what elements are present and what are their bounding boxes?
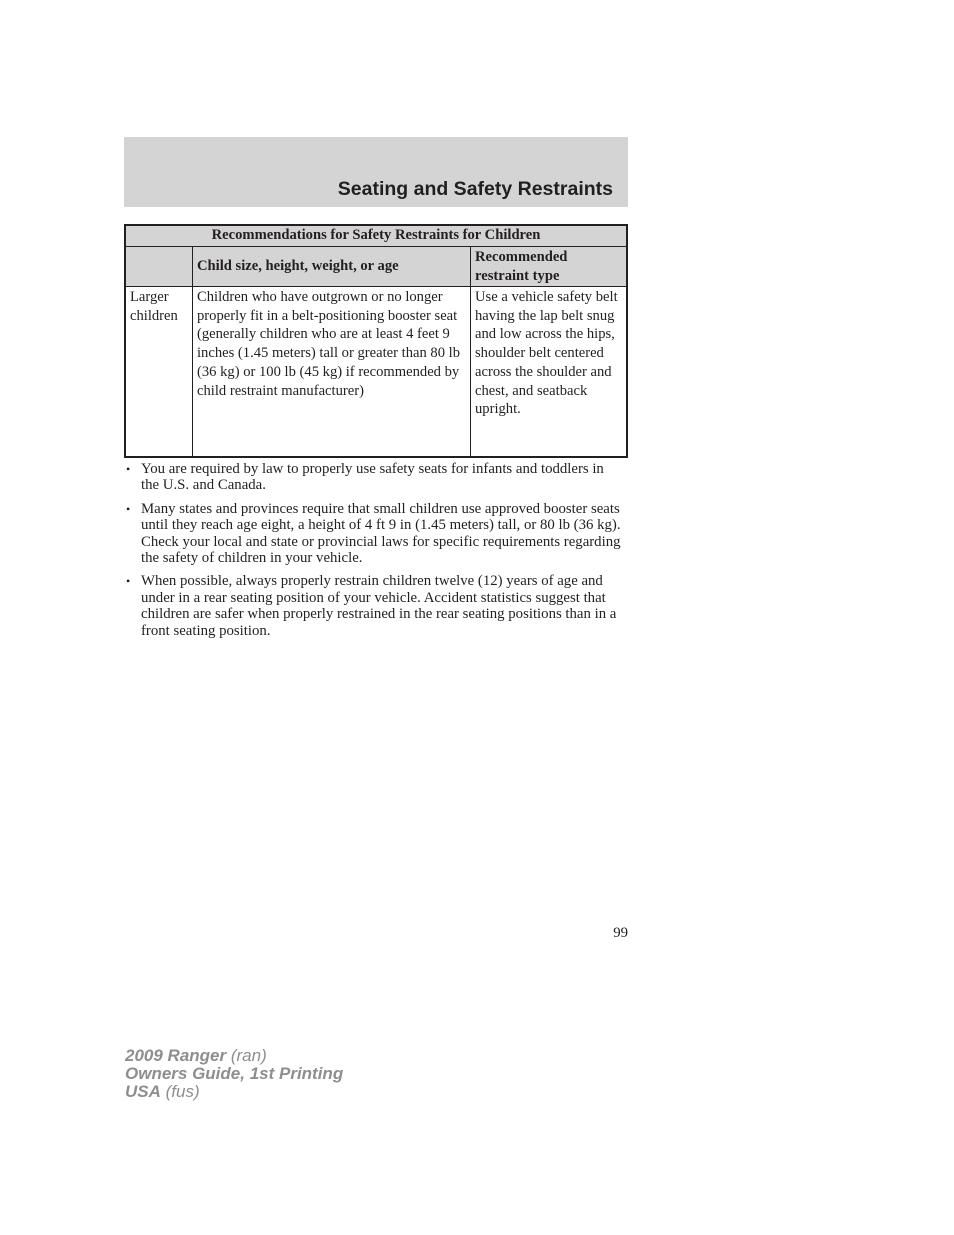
column-header-size: Child size, height, weight, or age [193,247,471,287]
bullet-list [124,461,624,646]
footer-line-model [125,1047,343,1065]
footer-edition: Owners Guide, 1st Printing [125,1064,344,1083]
footer-line-market [125,1083,343,1101]
child-restraint-table [124,224,628,458]
section-header-band [124,137,628,207]
bullet-text: Many states and provinces require that small children use approved booster seats until they reach age eight, a height of 4 ft 9 in (1.45 meters) tall, or 80 lb (36 kg). Check your local and state or provincial laws for specific requirements regarding the safety of children in your vehicle. [141,500,621,567]
footer-model: 2009 Ranger [125,1046,227,1065]
list-item [124,501,624,567]
bullet-icon: • [126,462,131,476]
list-item [124,461,624,494]
list-item [124,573,624,639]
document-footer [125,1047,343,1101]
bullet-icon: • [126,574,131,589]
row-size-cell: Children who have outgrown or no longer properly fit in a belt-positioning booster seat (generally children who are at least 4 feet 9 inches (1.45 meters) tall or greater than 80 lb (36 kg) or 100 lb (45 kg) if recommended by child restraint manufacturer) [193,287,471,457]
table-row [125,287,627,457]
row-category-cell: Larger children [125,287,193,457]
footer-market: USA [125,1082,161,1101]
page-number: 99 [613,925,628,941]
section-title: Seating and Safety Restraints [337,178,613,200]
column-header-category [125,247,193,287]
table-title: Recommendations for Safety Restraints for Children [125,225,627,247]
column-header-restraint: Recommended restraint type [471,247,628,287]
bullet-text: You are required by law to properly use safety seats for infants and toddlers in the U.S. and Canada. [141,461,604,494]
row-restraint-cell: Use a vehicle safety belt having the lap belt snug and low across the hips, shoulder belt centered across the shoulder and chest, and seatback upright. [471,287,628,457]
bullet-icon: • [126,501,131,516]
footer-model-code: (ran) [226,1046,267,1065]
bullet-text: When possible, always properly restrain children twelve (12) years of age and under in a rear seating position of your vehicle. Accident statistics suggest that children are safer when properly restrained in the rear seating positions than in a front seating position. [141,573,617,639]
footer-line-edition [125,1065,343,1083]
footer-market-code: (fus) [160,1082,200,1101]
